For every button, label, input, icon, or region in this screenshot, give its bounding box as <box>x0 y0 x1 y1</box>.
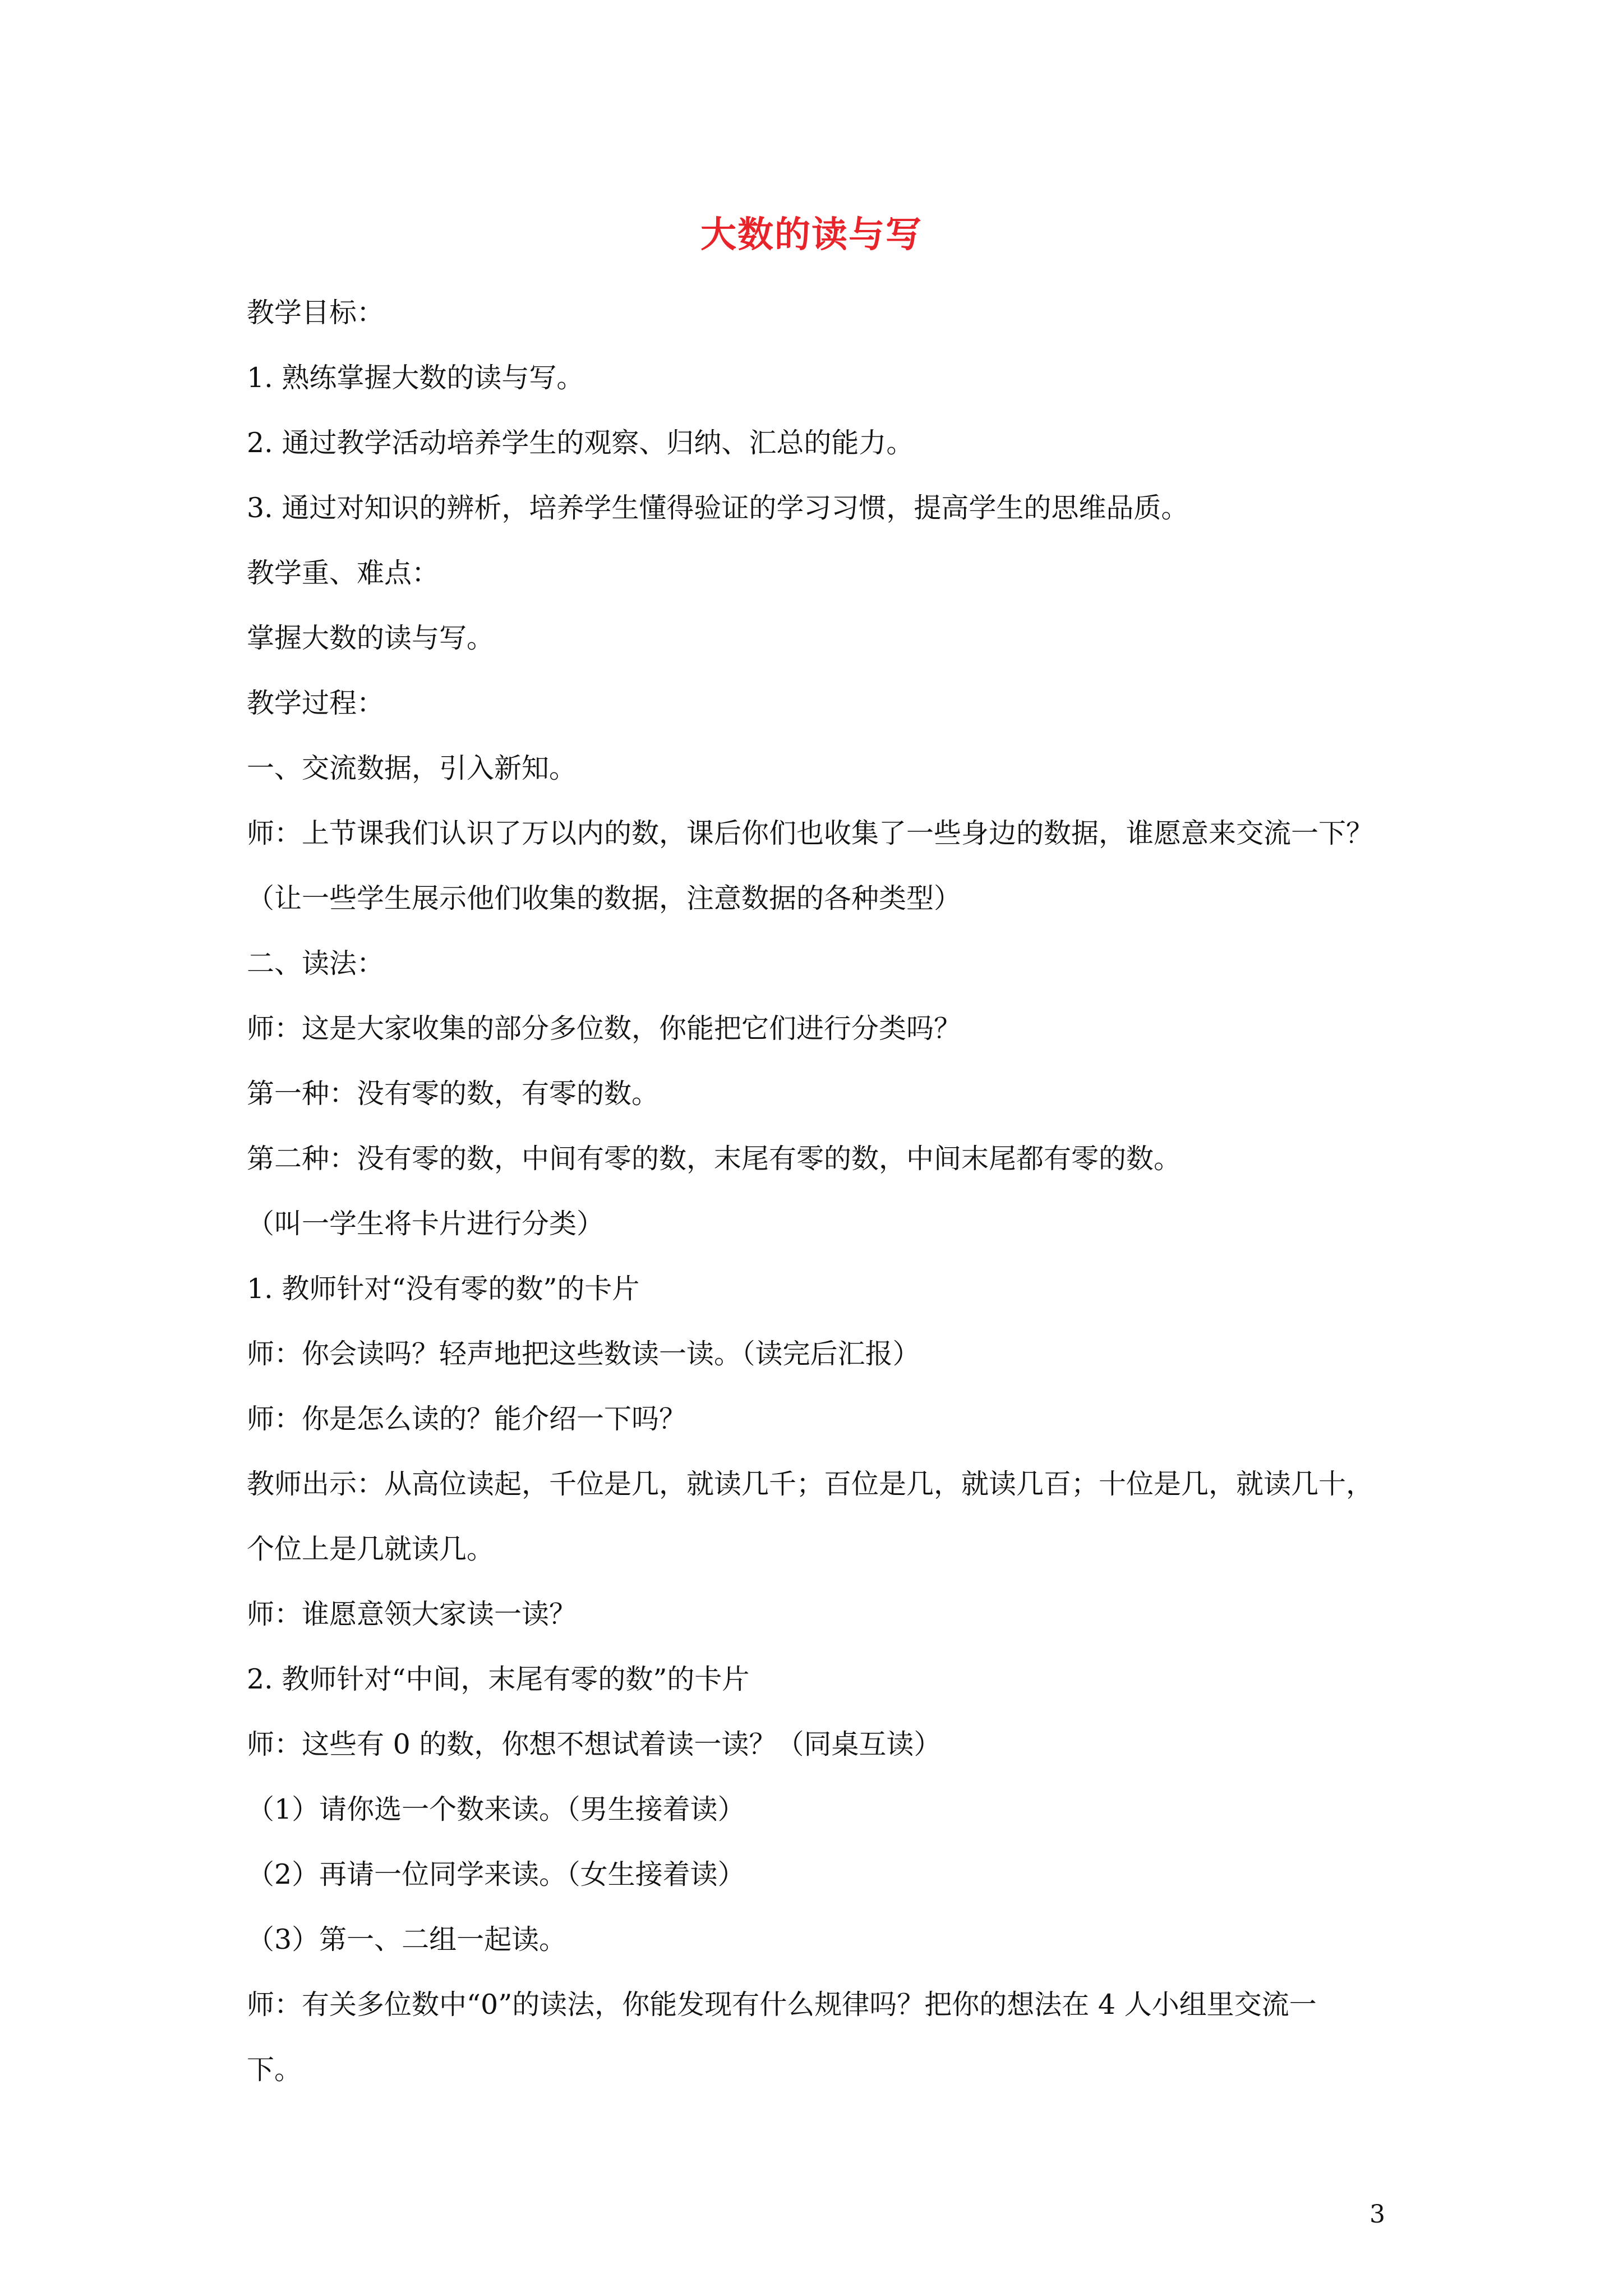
paragraph-teacher-how: 师：你是怎么读的？能介绍一下吗？ <box>247 1403 687 1435</box>
paragraph-goal-2: 2. 通过教学活动培养学生的观察、归纳、汇总的能力。 <box>247 427 914 459</box>
paragraph-step-2: 2. 教师针对“中间，末尾有零的数”的卡片 <box>247 1663 750 1695</box>
paragraph-type-1: 第一种：没有零的数，有零的数。 <box>247 1078 660 1110</box>
paragraph-teacher-rule <box>247 1985 1385 2090</box>
paragraph-teaching-goals-heading: 教学目标： <box>247 297 385 329</box>
paragraph-teacher-zero: 师：这些有 0 的数，你想不想试着读一读？（同桌互读） <box>247 1728 942 1760</box>
paragraph-key-points-heading: 教学重、难点： <box>247 557 440 589</box>
paragraph-goal-1: 1. 熟练掌握大数的读与写。 <box>247 362 584 394</box>
paragraph-section-2-heading: 二、读法： <box>247 947 385 979</box>
paragraph-read-3: （3）第一、二组一起读。 <box>247 1924 567 1955</box>
document-title: 大数的读与写 <box>700 214 923 256</box>
page-number: 3 <box>1370 2200 1385 2229</box>
paragraph-teacher-rule-line-2: 下。 <box>247 2054 302 2086</box>
paragraph-type-2: 第二种：没有零的数，中间有零的数，末尾有零的数，中间末尾都有零的数。 <box>247 1143 1182 1175</box>
paragraph-teacher-classify: 师：这是大家收集的部分多位数，你能把它们进行分类吗？ <box>247 1013 962 1045</box>
paragraph-read-2: （2）再请一位同学来读。（女生接着读） <box>247 1858 745 1890</box>
paragraph-step-1: 1. 教师针对“没有零的数”的卡片 <box>247 1273 640 1305</box>
paragraph-key-points: 掌握大数的读与写。 <box>247 622 495 654</box>
paragraph-teacher-rule-line-1: 师：有关多位数中“0”的读法，你能发现有什么规律吗？把你的想法在 4 人小组里交流一 <box>247 1989 1317 2021</box>
paragraph-teacher-show-line-1: 教师出示：从高位读起，千位是几，就读几千；百位是几，就读几百；十位是几，就读几十， <box>247 1468 1374 1500</box>
document-body <box>247 293 1385 2115</box>
paragraph-goal-3: 3. 通过对知识的辨析，培养学生懂得验证的学习习惯，提高学生的思维品质。 <box>247 492 1189 524</box>
paragraph-teacher-read: 师：你会读吗？轻声地把这些数读一读。（读完后汇报） <box>247 1338 920 1370</box>
paragraph-process-heading: 教学过程： <box>247 687 385 719</box>
paragraph-section-1-heading: 一、交流数据，引入新知。 <box>247 752 577 784</box>
paragraph-teacher-intro: 师：上节课我们认识了万以内的数，课后你们也收集了一些身边的数据，谁愿意来交流一下？ <box>247 817 1374 849</box>
paragraph-student-show: （让一些学生展示他们收集的数据，注意数据的各种类型） <box>247 882 962 914</box>
paragraph-read-1: （1）请你选一个数来读。（男生接着读） <box>247 1793 745 1825</box>
paragraph-teacher-show-line-2: 个位上是几就读几。 <box>247 1533 495 1565</box>
paragraph-teacher-show <box>247 1465 1385 1569</box>
paragraph-lead-read: 师：谁愿意领大家读一读？ <box>247 1598 577 1630</box>
paragraph-card-sort: （叫一学生将卡片进行分类） <box>247 1208 605 1240</box>
